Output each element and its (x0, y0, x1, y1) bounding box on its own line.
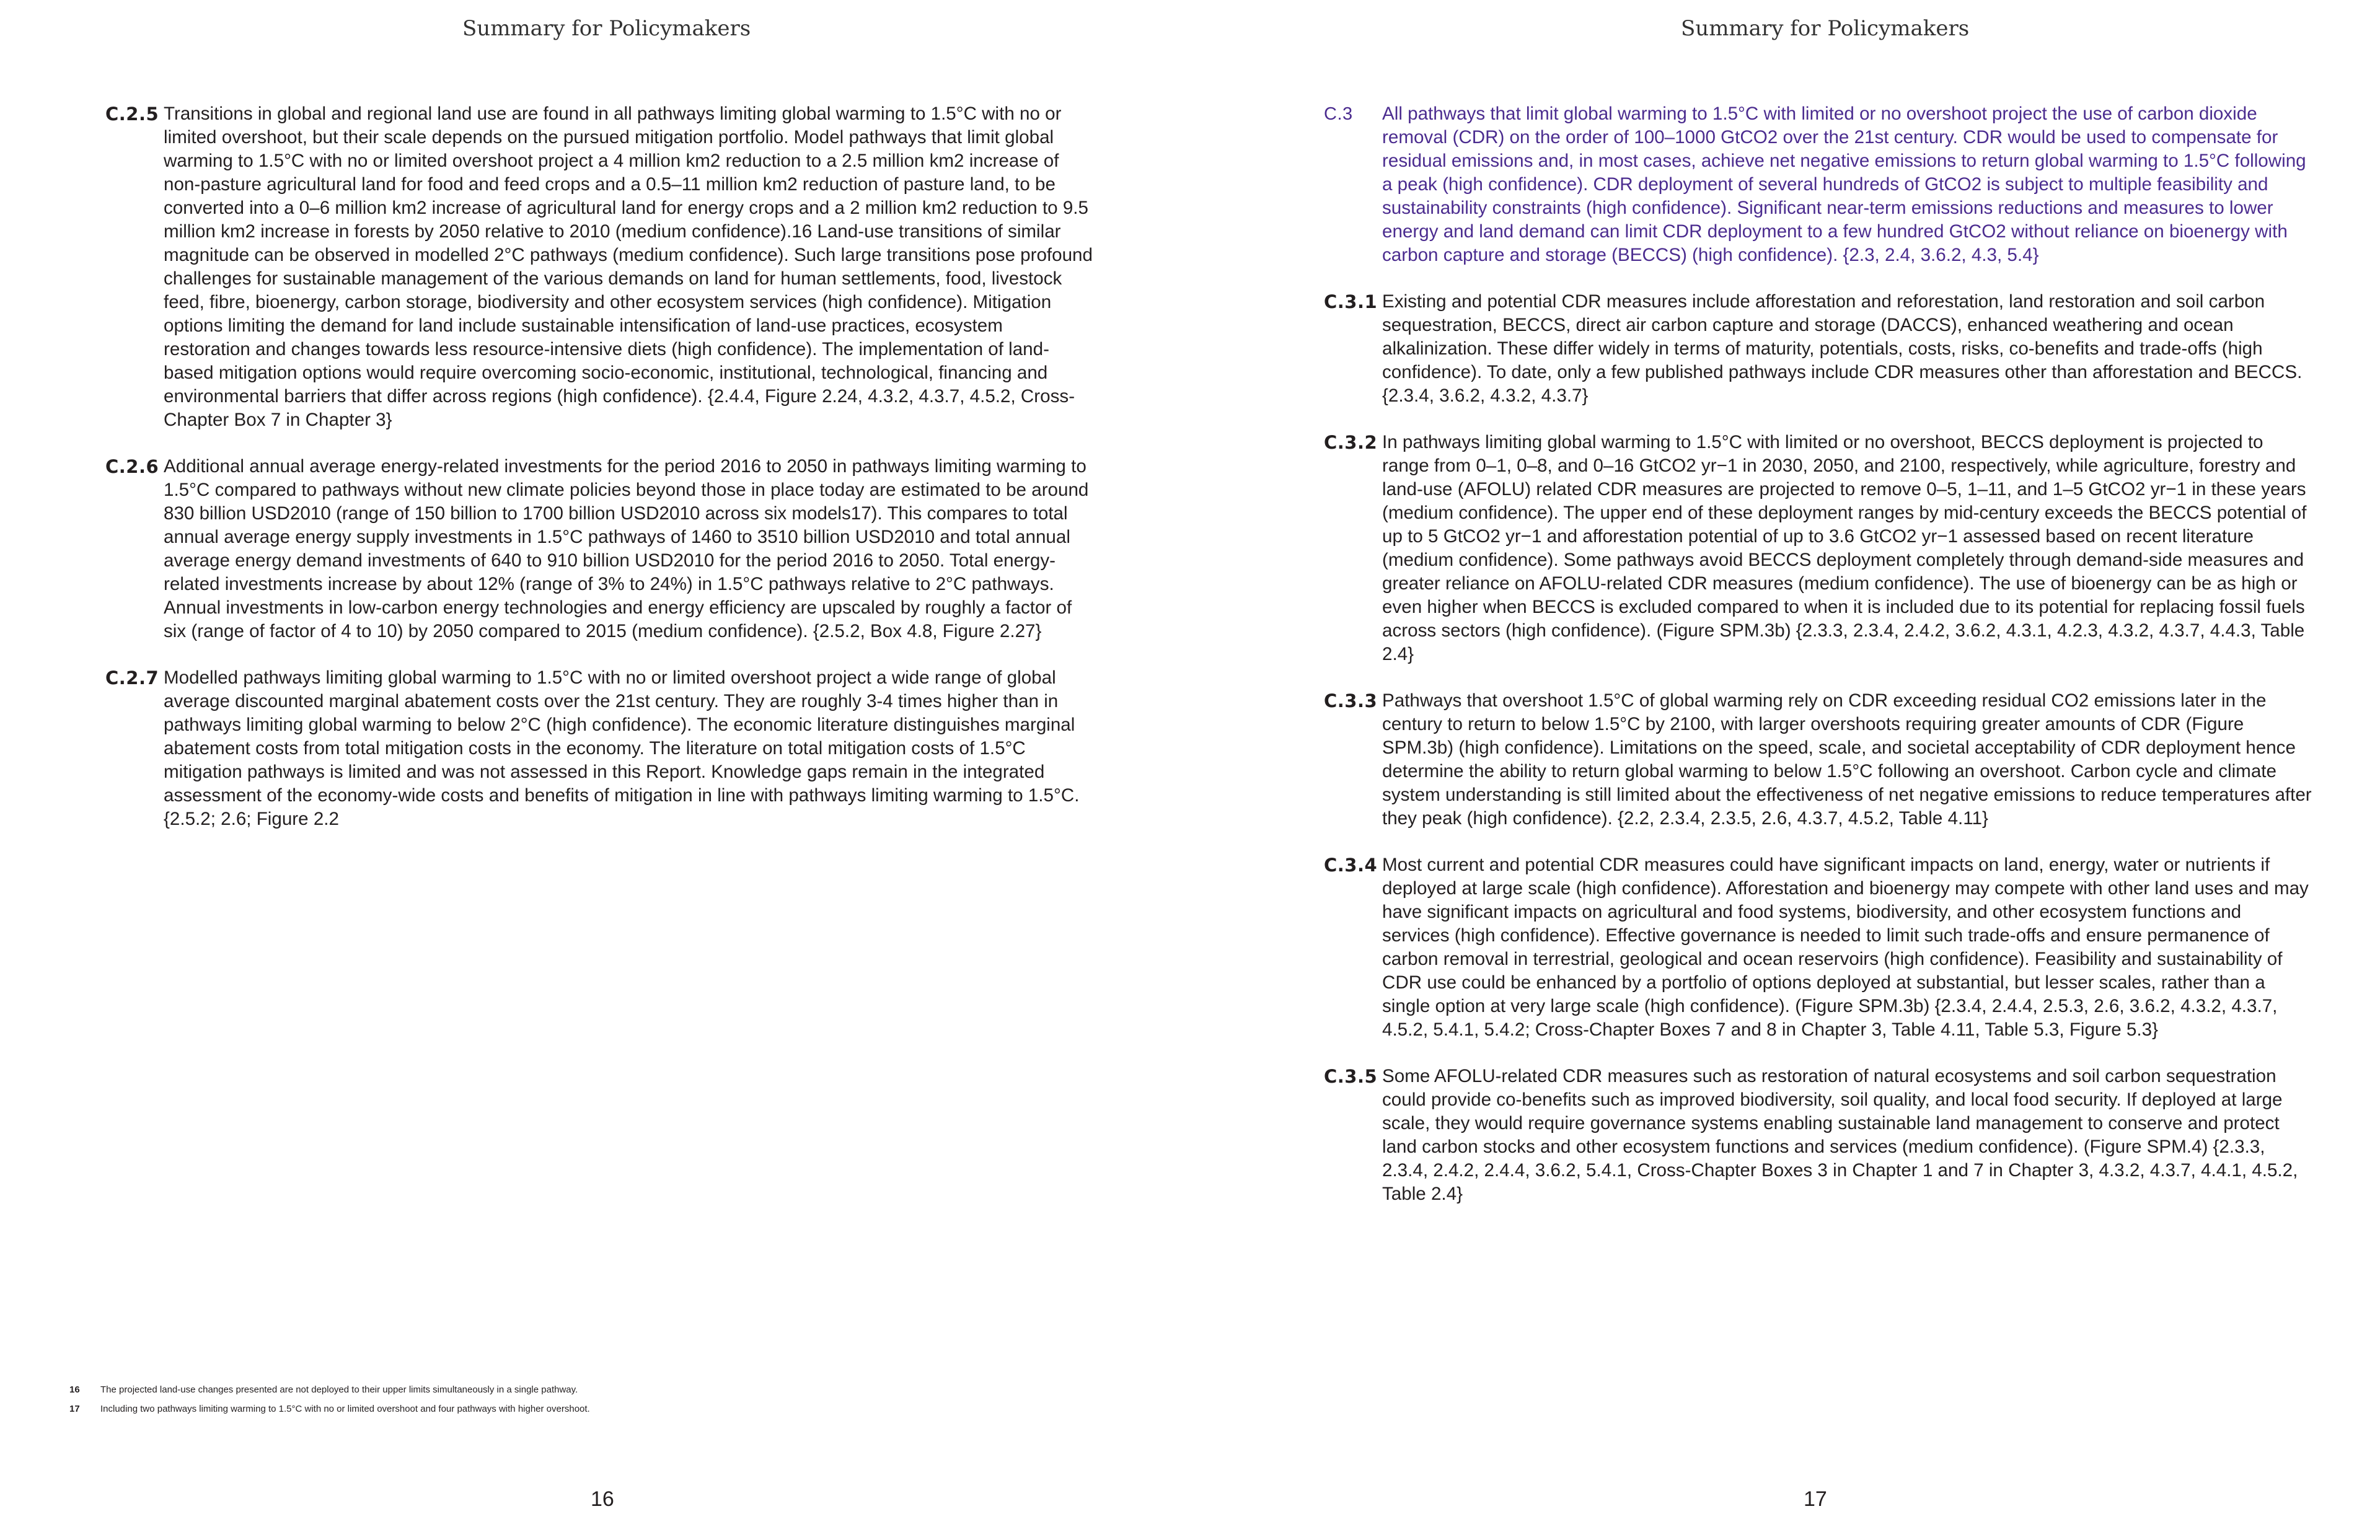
headline-statement-c-3 (1324, 102, 2322, 267)
paragraph-number: C.3.5 (1324, 1066, 1378, 1087)
right-page (1190, 0, 2380, 1540)
running-header-left: Summary for Policymakers (462, 16, 751, 41)
footnote-text: Including two pathways limiting warming to 1.5°C with no or limited overshoot and four pathways with higher overshoot. (100, 1404, 590, 1414)
paragraph-c-3-4 (1324, 853, 2322, 1042)
right-page-content (1324, 102, 2322, 1229)
headline-text: All pathways that limit global warming to 1.5°C with limited or no overshoot project the use of carbon dioxide removal (CDR) on the order of 100–1000 GtCO2 over the 21st century. CDR would be used to compensate for residual emissions and, in most cases, achieve net negative emissions to return global warming to 1.5°C following a peak (high confidence). CDR deployment of several hundreds of GtCO2 is subject to multiple feasibility and sustainability constraints (high confidence). Significant near-term emissions reductions and measures to lower energy and land demand can limit CDR deployment to a few hundred GtCO2 without reliance on bioenergy with carbon capture and storage (BECCS) (high confidence). {2.3, 2.4, 3.6.2, 4.3, 5.4} (1382, 103, 2306, 265)
paragraph-c-3-2 (1324, 431, 2322, 666)
paragraph-number: C.3.2 (1324, 432, 1378, 453)
paragraph-number: C.2.5 (105, 103, 159, 125)
left-page-content (105, 102, 1103, 854)
paragraph-c-2-7 (105, 666, 1103, 831)
paragraph-text: Some AFOLU-related CDR measures such as restoration of natural ecosystems and soil carbon sequestration could provide co-benefits such as improved biodiversity, soil quality, and local food security. If deployed at large scale, they would require governance systems enabling sustainable land management to conserve and protect land carbon stocks and other ecosystem functions and services (medium confidence). (Figure SPM.4) {2.3.3, 2.3.4, 2.4.2, 2.4.4, 3.6.2, 5.4.1, Cross-Chapter Boxes 3 in Chapter 1 and 7 in Chapter 3, 4.3.2, 4.3.7, 4.4.1, 4.5.2, Table 2.4} (1382, 1066, 2298, 1204)
footnote-16 (69, 1380, 937, 1399)
paragraph-c-2-5 (105, 102, 1103, 432)
paragraph-c-3-1 (1324, 290, 2322, 408)
paragraph-text: Pathways that overshoot 1.5°C of global warming rely on CDR exceeding residual CO2 emissions later in the century to return to below 1.5°C by 2100, with larger overshoots requiring greater amounts of CDR (Figure SPM.3b) (high confidence). Limitations on the speed, scale, and societal acceptability of CDR deployment hence determine the ability to return global warming to below 1.5°C following an overshoot. Carbon cycle and climate system understanding is still limited about the effectiveness of net negative emissions to reduce temperatures after they peak (high confidence). {2.2, 2.3.4, 2.3.5, 2.6, 4.3.7, 4.5.2, Table 4.11} (1382, 690, 2312, 829)
paragraph-c-3-5 (1324, 1065, 2322, 1206)
paragraph-number: C.3.3 (1324, 690, 1378, 711)
footnote-text: The projected land-use changes presented are not deployed to their upper limits simultaneously in a single pathway. (100, 1384, 578, 1395)
footnote-17 (69, 1399, 937, 1419)
footnote-number: 16 (69, 1384, 80, 1395)
paragraph-text: In pathways limiting global warming to 1.5°C with limited or no overshoot, BECCS deployment is projected to range from 0–1, 0–8, and 0–16 GtCO2 yr−1 in 2030, 2050, and 2100, respectively, while agriculture, forestry and land-use (AFOLU) related CDR measures are projected to remove 0–5, 1–11, and 1–5 GtCO2 yr−1 in these years (medium confidence). The upper end of these deployment ranges by mid-century exceeds the BECCS potential of up to 5 GtCO2 yr−1 and afforestation potential of up to 3.6 GtCO2 yr−1 assessed based on recent literature (medium confidence). Some pathways avoid BECCS deployment completely through demand-side measures and greater reliance on AFOLU-related CDR measures (medium confidence). The use of bioenergy can be as high or even higher when BECCS is excluded compared to when it is included due to its potential for replacing fossil fuels across sectors (high confidence). (Figure SPM.3b) {2.3.3, 2.3.4, 2.4.2, 3.6.2, 4.3.1, 4.2.3, 4.3.2, 4.3.7, 4.4.3, Table 2.4} (1382, 432, 2307, 664)
paragraph-c-3-3 (1324, 689, 2322, 830)
footnote-number: 17 (69, 1404, 80, 1414)
paragraph-number: C.3.1 (1324, 291, 1378, 312)
paragraph-c-2-6 (105, 455, 1103, 643)
running-header-right: Summary for Policymakers (1681, 16, 1970, 41)
paragraph-text: Existing and potential CDR measures include afforestation and reforestation, land restoration and soil carbon sequestration, BECCS, direct air carbon capture and storage (DACCS), enhanced weathering and ocean alkalinization. These differ widely in terms of maturity, potentials, costs, risks, co-benefits and trade-offs (high confidence). To date, only a few published pathways include CDR measures other than afforestation and BECCS. {2.3.4, 3.6.2, 4.3.2, 4.3.7} (1382, 291, 2303, 406)
page-number-left: 16 (591, 1487, 614, 1511)
paragraph-number: C.2.6 (105, 456, 159, 477)
paragraph-text: Most current and potential CDR measures could have significant impacts on land, energy, water or nutrients if deployed at large scale (high confidence). Afforestation and bioenergy may compete with other land uses and may have significant impacts on agricultural and food systems, biodiversity, and other ecosystem functions and services (high confidence). Effective governance is needed to limit such trade-offs and ensure permanence of carbon removal in terrestrial, geological and ocean reservoirs (high confidence). Feasibility and sustainability of CDR use could be enhanced by a portfolio of options deployed at substantial, but lesser scales, rather than a single option at very large scale (high confidence). (Figure SPM.3b) {2.3.4, 2.4.4, 2.5.3, 2.6, 3.6.2, 4.3.2, 4.3.7, 4.5.2, 5.4.1, 5.4.2; Cross-Chapter Boxes 7 and 8 in Chapter 3, Table 4.11, Table 5.3, Figure 5.3} (1382, 855, 2309, 1040)
paragraph-text: Modelled pathways limiting global warming to 1.5°C with no or limited overshoot project a wide range of global average discounted marginal abatement costs over the 21st century. They are roughly 3-4 times higher than in pathways limiting global warming to below 2°C (high confidence). The economic literature distinguishes marginal abatement costs from total mitigation costs in the economy. The literature on total mitigation costs of 1.5°C mitigation pathways is limited and was not assessed in this Report. Knowledge gaps remain in the integrated assessment of the economy-wide costs and benefits of mitigation in line with pathways limiting warming to 1.5°C. {2.5.2; 2.6; Figure 2.2 (164, 667, 1080, 829)
footnotes (69, 1380, 937, 1419)
page-number-right: 17 (1804, 1487, 1827, 1511)
paragraph-number: C.2.7 (105, 667, 159, 689)
paragraph-text: Additional annual average energy-related investments for the period 2016 to 2050 in pathways limiting warming to 1.5°C compared to pathways without new climate policies beyond those in place today are estimated to be around 830 billion USD2010 (range of 150 billion to 1700 billion USD2010 across six models17). This compares to total annual average energy supply investments in 1.5°C pathways of 1460 to 3510 billion USD2010 and total annual average energy demand investments of 640 to 910 billion USD2010 for the period 2016 to 2050. Total energy-related investments increase by about 12% (range of 3% to 24%) in 1.5°C pathways relative to 2°C pathways. Annual investments in low-carbon energy technologies and energy efficiency are upscaled by roughly a factor of six (range of factor of 4 to 10) by 2050 compared to 2015 (medium confidence). {2.5.2, Box 4.8, Figure 2.27} (164, 456, 1089, 641)
paragraph-number: C.3.4 (1324, 855, 1378, 876)
headline-number: C.3 (1324, 104, 1353, 124)
paragraph-text: Transitions in global and regional land use are found in all pathways limiting global warming to 1.5°C with no or limited overshoot, but their scale depends on the pursued mitigation portfolio. Model pathways that limit global warming to 1.5°C with no or limited overshoot project a 4 million km2 reduction to a 2.5 million km2 increase of non-pasture agricultural land for food and feed crops and a 0.5–11 million km2 reduction of pasture land, to be converted into a 0–6 million km2 increase of agricultural land for energy crops and a 2 million km2 reduction to 9.5 million km2 increase in forests by 2050 relative to 2010 (medium confidence).16 Land-use transitions of similar magnitude can be observed in modelled 2°C pathways (medium confidence). Such large transitions pose profound challenges for sustainable management of the various demands on land for human settlements, food, livestock feed, fibre, bioenergy, carbon storage, biodiversity and other ecosystem services (high confidence). Mitigation options limiting the demand for land include sustainable intensification of land-use practices, ecosystem restoration and changes towards less resource-intensive diets (high confidence). The implementation of land-based mitigation options would require overcoming socio-economic, institutional, technological, financing and environmental barriers that differ across regions (high confidence). {2.4.4, Figure 2.24, 4.3.2, 4.3.7, 4.5.2, Cross-Chapter Box 7 in Chapter 3} (164, 103, 1093, 430)
